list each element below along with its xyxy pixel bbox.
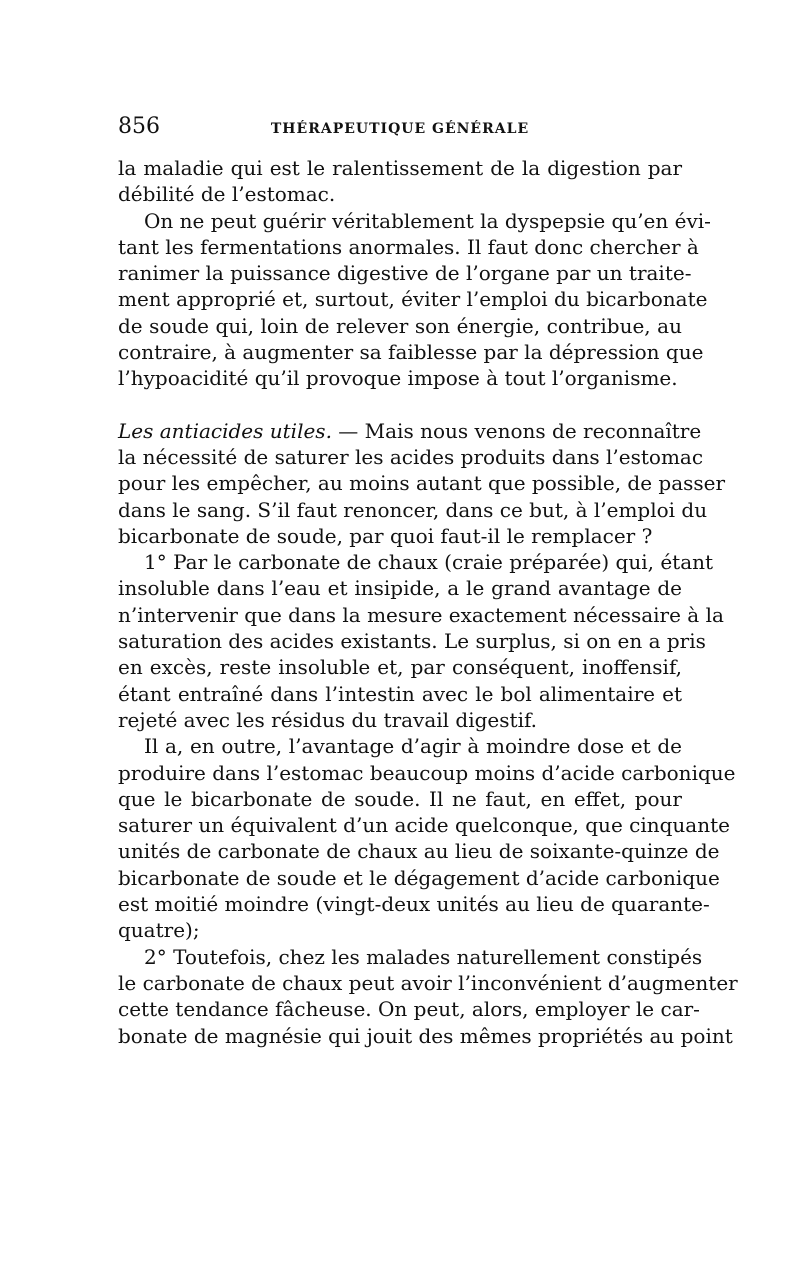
text-line: en excès, reste insoluble et, par conséquent, inoffensif, [118,655,682,680]
page-header [118,112,682,142]
text-line: le carbonate de chaux peut avoir l’inconvénient d’augmenter [118,970,738,995]
text-line: cette tendance fâcheuse. On peut, alors, employer le car- [118,997,700,1022]
text-line: 1° Par le carbonate de chaux (craie préparée) qui, étant [144,550,714,575]
text-line: bicarbonate de soude et le dégagement d’acide carbonique [118,865,720,890]
text-line: On ne peut guérir véritablement la dyspepsie qu’en évi- [144,208,711,233]
text-line: bonate de magnésie qui jouit des mêmes propriétés au point [118,1023,733,1048]
paragraph-4 [118,549,724,733]
text-line: dans le sang. S’il faut renoncer, dans ce but, à l’emploi du [118,497,708,522]
body-text [118,155,738,1049]
text-line: bicarbonate de soude, par quoi faut-il le remplacer ? [118,523,653,548]
text-line: étant entraîné dans l’intestin avec le bol alimentaire et [118,681,682,706]
paragraph-6 [118,944,738,1049]
text-line: contraire, à augmenter sa faiblesse par la dépression que [118,340,704,365]
text-line: ranimer la puissance digestive de l’organe par un traite- [118,261,692,286]
text-line: Il a, en outre, l’avantage d’agir à moindre dose et de [144,734,682,759]
subheading: Les antiacides utiles. [118,418,332,443]
subheading-continuation: — Mais nous venons de reconnaître [338,418,702,443]
running-title: THÉRAPEUTIQUE GÉNÉRALE [270,121,530,137]
text-line: quatre); [118,918,200,943]
text-line: saturer un équivalent d’un acide quelconque, que cinquante [118,813,730,838]
text-line: de soude qui, loin de relever son énergie, contribue, au [118,313,682,338]
text-line [118,418,702,444]
text-line: la maladie qui est le ralentissement de la digestion par [118,156,682,180]
text-line: 2° Toutefois, chez les malades naturellement constipés [144,944,703,969]
text-line: insoluble dans l’eau et insipide, a le grand avantage de [118,576,682,601]
text-line: est moitié moindre (vingt-deux unités au lieu de quarante- [118,892,710,917]
text-line: ment approprié et, surtout, éviter l’emploi du bicarbonate [118,287,708,312]
text-line: tant les fermentations anormales. Il faut donc chercher à [118,234,699,259]
paragraph-3 [118,418,726,549]
paragraph-5 [118,733,736,943]
text-line: saturation des acides existants. Le surplus, si on en a pris [118,629,706,654]
page-number: 856 [118,114,160,139]
text-line: la nécessité de saturer les acides produits dans l’estomac [118,444,704,469]
text-line: n’intervenir que dans la mesure exactement nécessaire à la [118,602,724,627]
text-line: que le bicarbonate de soude. Il ne faut, en effet, pour [118,786,682,811]
paragraph-1 [118,155,682,208]
text-line: produire dans l’estomac beaucoup moins d’acide carbonique [118,760,736,785]
text-line: débilité de l’estomac. [118,182,336,207]
paragraph-2 [118,208,711,392]
section-gap [118,392,682,418]
text-line: unités de carbonate de chaux au lieu de soixante-quinze de [118,839,720,864]
text-line: rejeté avec les résidus du travail digestif. [118,707,538,732]
text-line: l’hypoacidité qu’il provoque impose à tout l’organisme. [118,366,678,391]
text-line: pour les empêcher, au moins autant que possible, de passer [118,471,726,496]
